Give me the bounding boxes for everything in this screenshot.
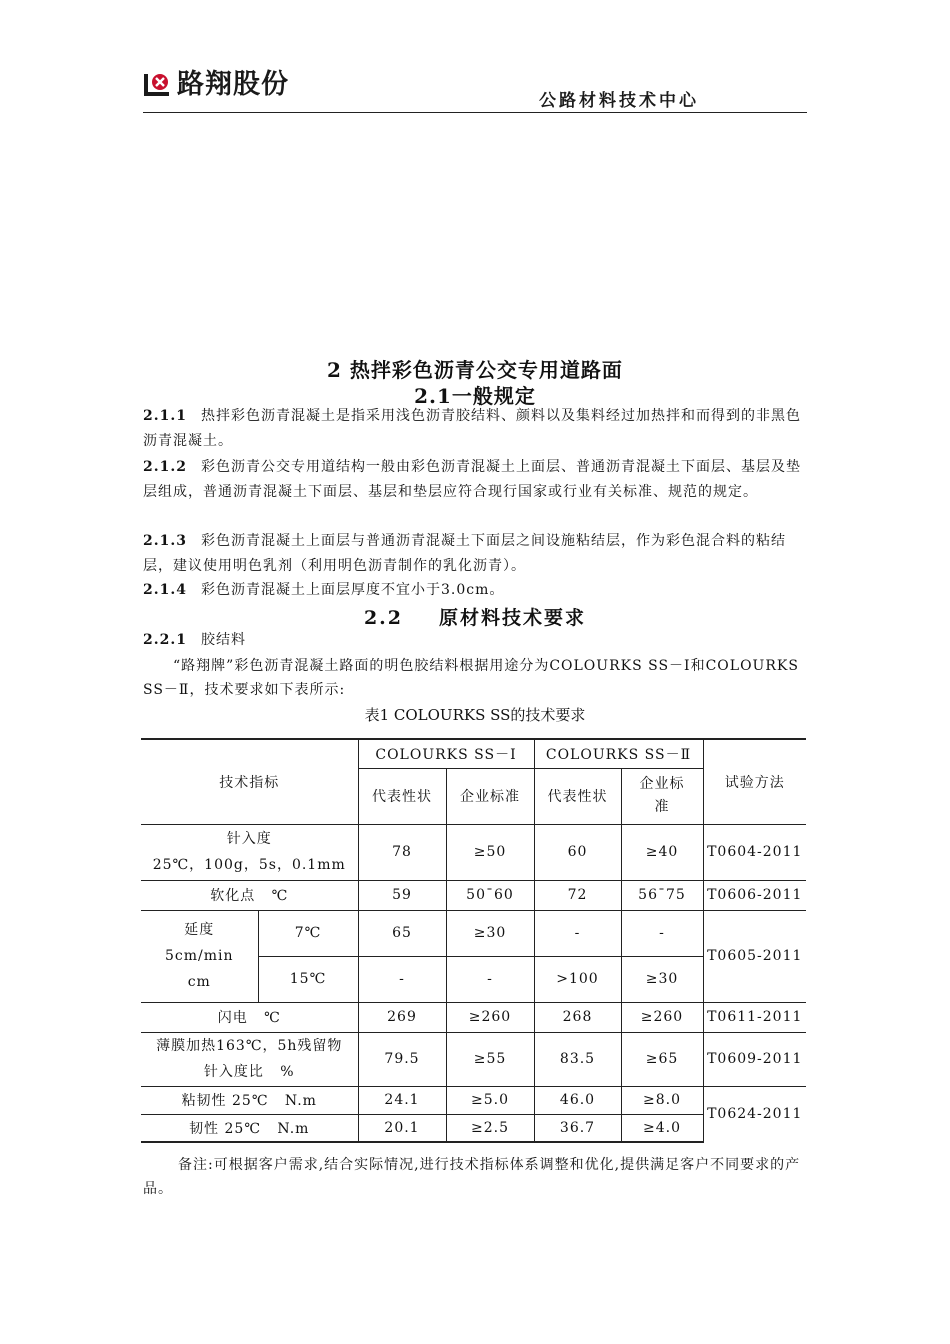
company-logo xyxy=(143,68,289,102)
row-label-line-1: 针入度 xyxy=(226,831,272,847)
clause-text: 热拌彩色沥青混凝土是指采用浅色沥青胶结料、颜料以及集料经过加热拌和而得到的非黑色沥青混凝土。 xyxy=(143,408,801,449)
cell-value: - xyxy=(358,956,446,1002)
table-row xyxy=(141,1032,806,1086)
cell-value: 79.5 xyxy=(358,1032,446,1086)
cell-value: 20.1 xyxy=(358,1114,446,1142)
header-enterprise-2: 企业标 准 xyxy=(621,768,703,824)
header-group-1: COLOURKS SS－Ⅰ xyxy=(358,739,534,768)
clause-2-1-2 xyxy=(143,455,807,504)
table-row xyxy=(141,910,806,956)
cell-value: 60 xyxy=(534,824,621,880)
cell-value: 59 xyxy=(358,880,446,910)
cell-temperature: 15℃ xyxy=(258,956,358,1002)
clause-2-2-1 xyxy=(143,628,807,653)
cell-standard: ≥30 xyxy=(621,956,703,1002)
clause-2-1-1 xyxy=(143,404,807,453)
cell-value: - xyxy=(534,910,621,956)
cell-value: 36.7 xyxy=(534,1114,621,1142)
row-label: 延度 5cm/min cm xyxy=(141,910,258,1002)
clause-text: 彩色沥青混凝土上面层厚度不宜小于3.0cm。 xyxy=(200,582,505,598)
row-label-line-2: 针入度比 % xyxy=(203,1064,295,1080)
table-row xyxy=(141,1002,806,1032)
cell-standard: ≥30 xyxy=(446,910,534,956)
header-enterprise-1: 企业标准 xyxy=(446,768,534,824)
cell-standard: ≥55 xyxy=(446,1032,534,1086)
cell-value: 268 xyxy=(534,1002,621,1032)
clause-2-1-4 xyxy=(143,578,807,603)
cell-standard: 56¯75 xyxy=(621,880,703,910)
clause-number: 2.1.4 xyxy=(143,582,187,598)
cell-standard: 50¯60 xyxy=(446,880,534,910)
clause-number: 2.2.1 xyxy=(143,632,187,648)
cell-value: 78 xyxy=(358,824,446,880)
cell-standard: - xyxy=(621,910,703,956)
cell-standard: ≥4.0 xyxy=(621,1114,703,1142)
table-note: 备注:可根据客户需求,结合实际情况,进行技术指标体系调整和优化,提供满足客户不同要求的产品。 xyxy=(143,1157,801,1197)
department-name: 公路材料技术中心 xyxy=(539,91,699,111)
header-group-2: COLOURKS SS－Ⅱ xyxy=(534,739,703,768)
clause-number: 2.1.1 xyxy=(143,408,187,424)
clause-text: 彩色沥青混凝土上面层与普通沥青混凝土下面层之间设施粘结层，作为彩色混合料的粘结层，建议使用明色乳剂（利用明色沥青制作的乳化沥青）。 xyxy=(143,533,786,574)
row-label xyxy=(141,1032,358,1086)
row-label: 软化点 ℃ xyxy=(141,880,358,910)
cell-standard: ≥260 xyxy=(446,1002,534,1032)
section-title: 原材料技术要求 xyxy=(439,607,587,629)
spec-table xyxy=(141,738,806,1143)
header-typical-2: 代表性状 xyxy=(534,768,621,824)
cell-method: T0609-2011 xyxy=(703,1032,806,1086)
page-header xyxy=(143,68,807,114)
company-logo-icon xyxy=(143,70,173,100)
table-row xyxy=(141,1086,806,1114)
table-header-row xyxy=(141,739,806,768)
cell-method: T0605-2011 xyxy=(703,910,806,1002)
clause-text: 彩色沥青公交专用道结构一般由彩色沥青混凝土上面层、普通沥青混凝土下面层、基层及垫层组成，普通沥青混凝土下面层、基层和垫层应符合现行国家或行业有关标准、规范的规定。 xyxy=(143,459,801,500)
cell-standard: ≥5.0 xyxy=(446,1086,534,1114)
cell-method: T0606-2011 xyxy=(703,880,806,910)
header-indicator: 技术指标 xyxy=(141,739,358,824)
row-label xyxy=(141,824,358,880)
cell-value: 24.1 xyxy=(358,1086,446,1114)
cell-method: T0604-2011 xyxy=(703,824,806,880)
cell-method: T0624-2011 xyxy=(707,1106,803,1123)
cell-standard: ≥40 xyxy=(621,824,703,880)
cell-value: 65 xyxy=(358,910,446,956)
cell-standard: - xyxy=(446,956,534,1002)
cell-value: 72 xyxy=(534,880,621,910)
header-divider xyxy=(143,112,807,113)
section-number: 2.2 xyxy=(363,607,404,629)
cell-value: 46.0 xyxy=(534,1086,621,1114)
header-method: 试验方法 xyxy=(703,739,806,824)
row-label-line-2: 25℃，100g，5s，0.1mm xyxy=(152,857,346,873)
cell-standard: ≥8.0 xyxy=(621,1086,703,1114)
cell-standard: ≥2.5 xyxy=(446,1114,534,1142)
section-2-2-title xyxy=(0,603,950,630)
intro-paragraph: “路翔牌”彩色沥青混凝土路面的明色胶结料根据用途分为COLOURKS SS－Ⅰ和COLOURKS SS－Ⅱ，技术要求如下表所示: xyxy=(143,658,799,698)
cell-value: >100 xyxy=(534,956,621,1002)
clause-number: 2.1.3 xyxy=(143,533,187,549)
row-label-line-1: 薄膜加热163℃，5h残留物 xyxy=(156,1038,343,1054)
cell-standard: ≥260 xyxy=(621,1002,703,1032)
clause-number: 2.1.2 xyxy=(143,459,187,475)
row-label: 闪电 ℃ xyxy=(141,1002,358,1032)
cell-standard: ≥50 xyxy=(446,824,534,880)
row-label: 韧性 25℃ N.m xyxy=(141,1114,358,1142)
company-name: 路翔股份 xyxy=(177,69,289,100)
cell-temperature: 7℃ xyxy=(258,910,358,956)
cell-standard: ≥65 xyxy=(621,1032,703,1086)
chapter-title: 2 热拌彩色沥青公交专用道路面 xyxy=(327,358,623,382)
table-row xyxy=(141,880,806,910)
header-typical-1: 代表性状 xyxy=(358,768,446,824)
clause-title: 胶结料 xyxy=(200,632,246,648)
cell-value: 269 xyxy=(358,1002,446,1032)
table-caption: 表1 COLOURKS SS的技术要求 xyxy=(364,706,586,724)
clause-2-1-3 xyxy=(143,529,807,578)
row-label: 粘韧性 25℃ N.m xyxy=(141,1086,358,1114)
table-row xyxy=(141,824,806,880)
cell-value: 83.5 xyxy=(534,1032,621,1086)
section-2-1-title: 2.1一般规定 xyxy=(414,384,536,408)
cell-method: T0611-2011 xyxy=(703,1002,806,1032)
